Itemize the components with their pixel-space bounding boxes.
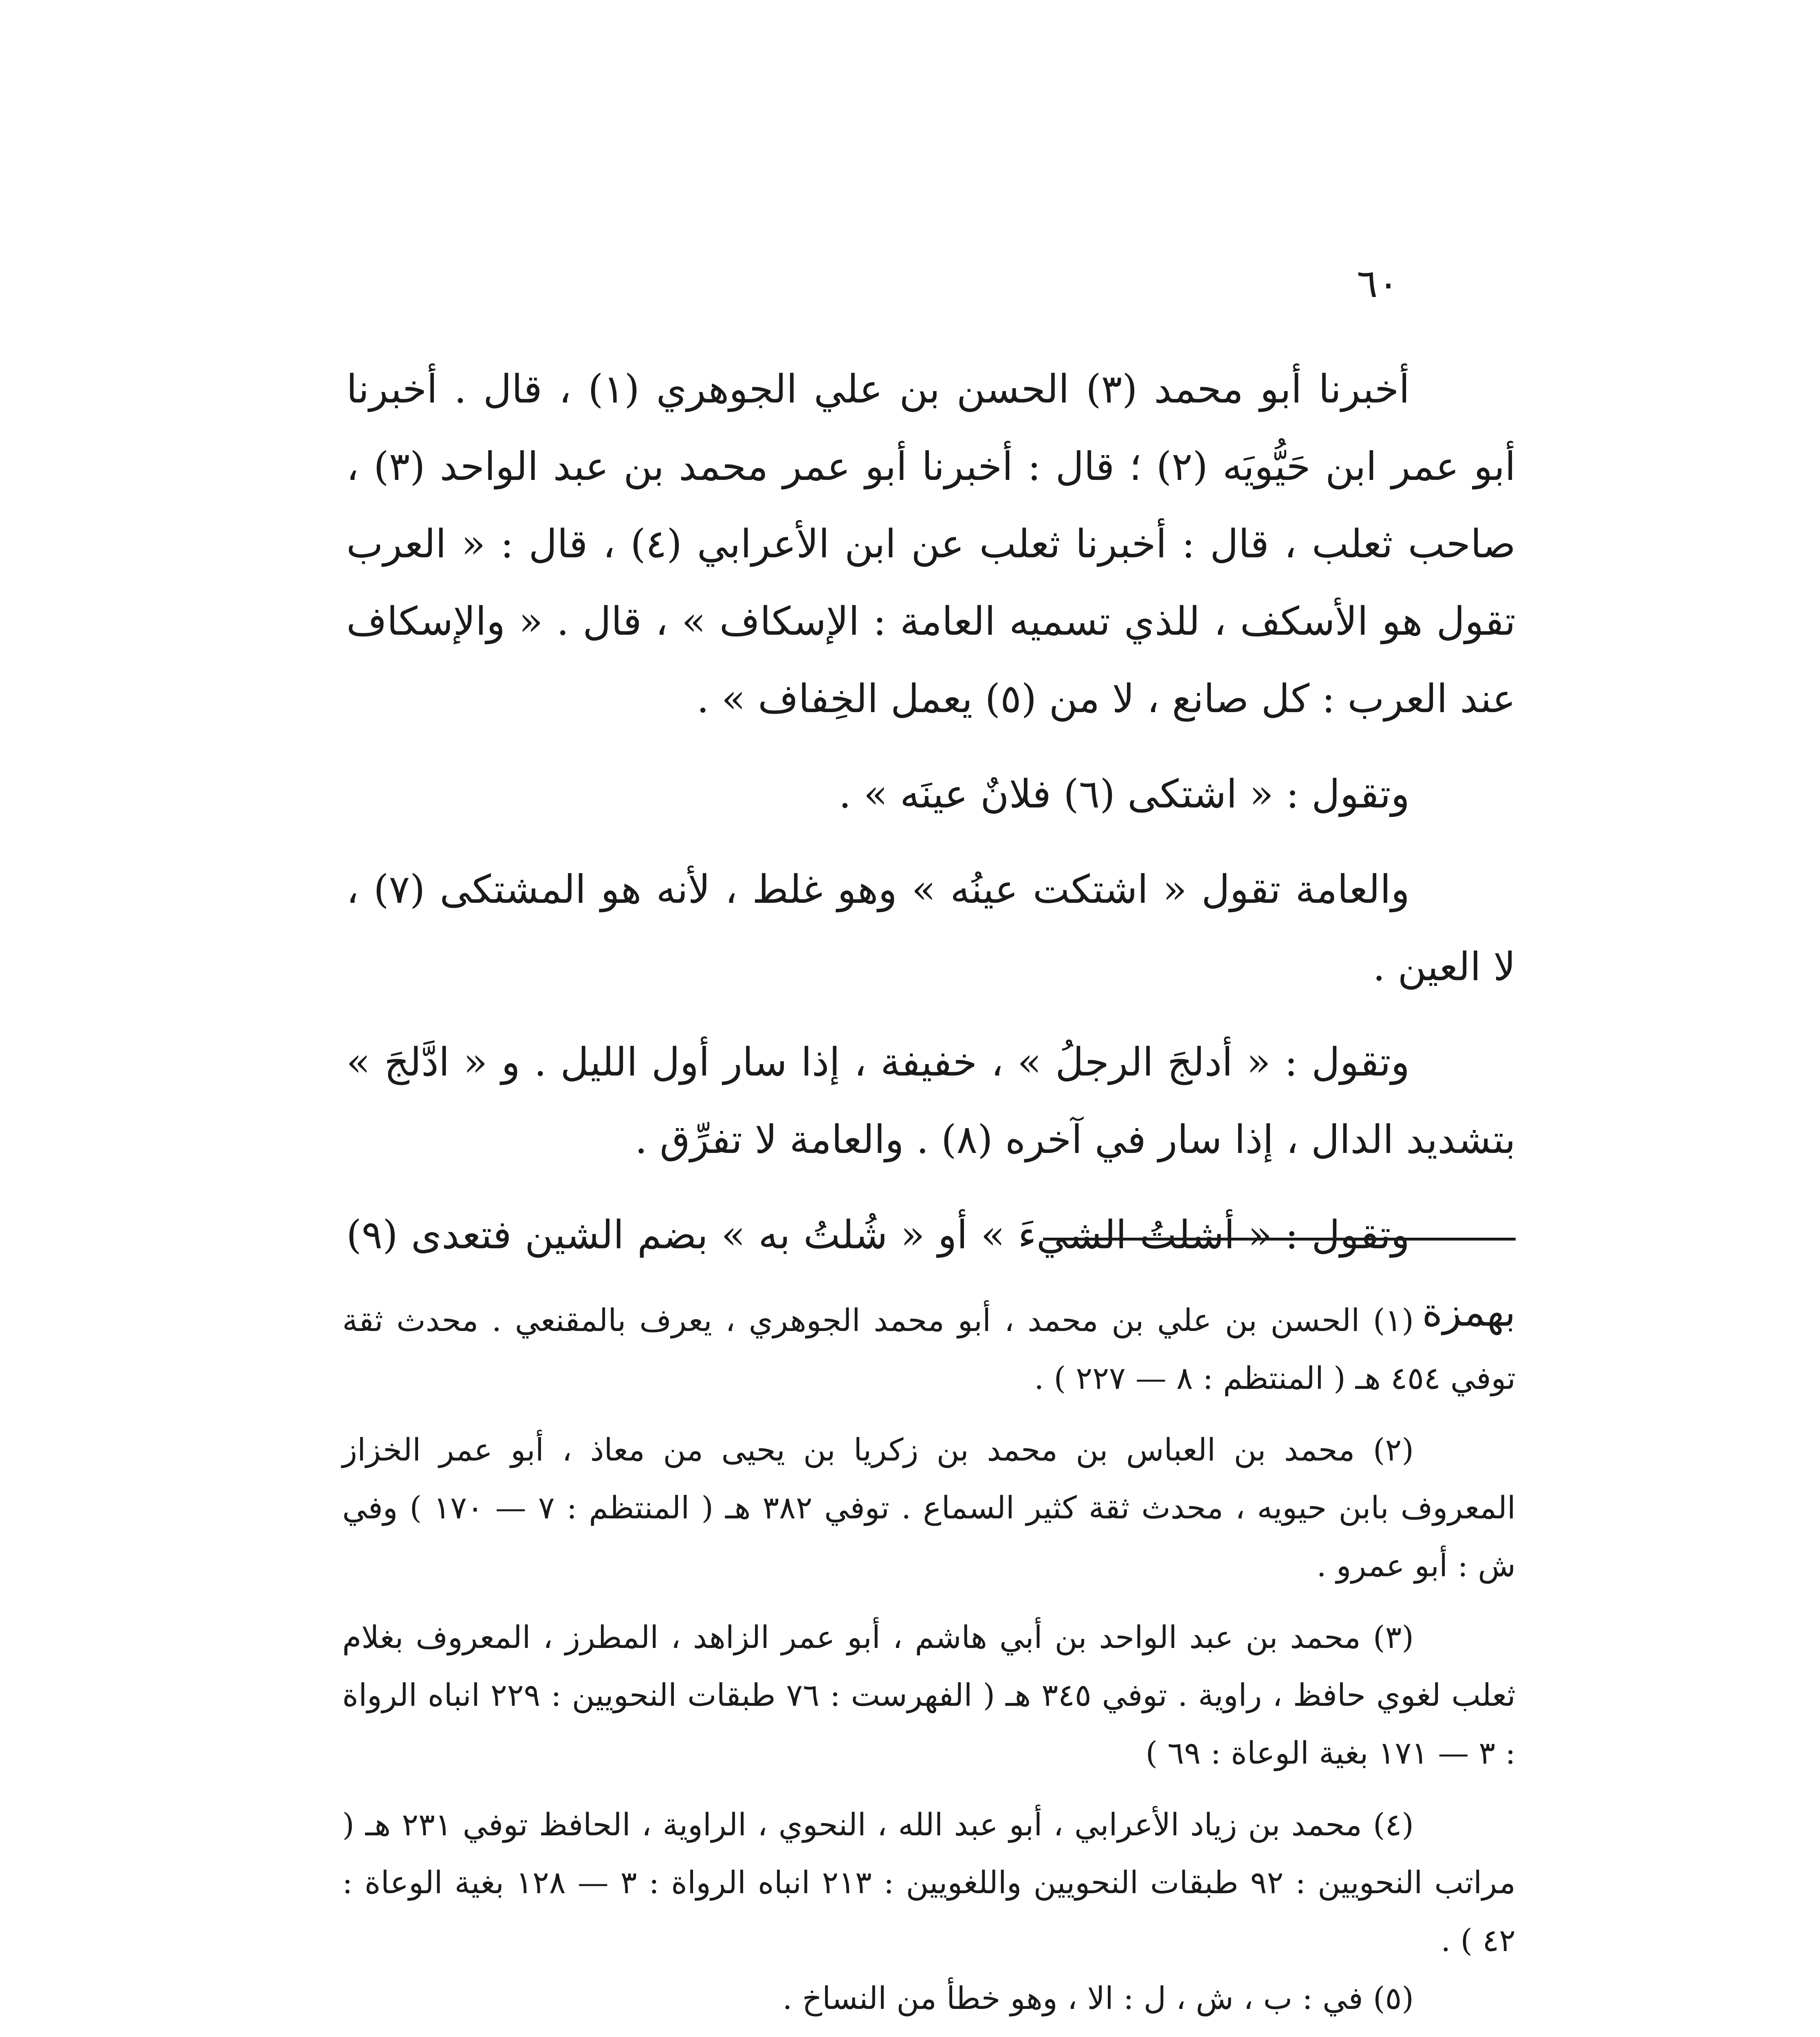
footnote-1: (١) الحسن بن علي بن محمد ، أبو محمد الجوهري ، يعرف بالمقنعي . محدث ثقة توفي ٤٥٤ هـ ( المنتظم : ٨ — ٢٢٧ ) .: [342, 1302, 1516, 1396]
footnotes: [342, 1291, 1516, 2037]
footnote-4: (٤) محمد بن زياد الأعرابي ، أبو عبد الله ، النحوي ، الراوية ، الحافظ توفي ٢٣١ هـ ( مراتب النحويين : ٩٢ طبقات النحويين واللغويين : ٢١٣ انباه الرواة : ٣ — ١٢٨ بغية الوعاة : ٤٢ ) .: [342, 1806, 1516, 1958]
footnote-3: (٣) محمد بن عبد الواحد بن أبي هاشم ، أبو عمر الزاهد ، المطرز ، المعروف بغلام ثعلب لغوي حافظ ، راوية . توفي ٣٤٥ هـ ( الفهرست : ٧٦ طبقات النحويين : ٢٢٩ انباه الرواة : ٣ — ١٧١ بغية الوعاة : ٦٩ ): [342, 1619, 1516, 1771]
footnote-6: [342, 2027, 1516, 2037]
paragraph-ishtaka: وتقول : « اشتكى (٦) فلانٌ عينَه » .: [838, 771, 1410, 817]
paragraph-isnad: أخبرنا أبو محمد (٣) الحسن بن علي الجوهري (١) ، قال . أخبرنا أبو عمر ابن حَيُّويَه (٢) ؛ قال : أخبرنا أبو عمر محمد بن عبد الواحد (٣) ، صاحب ثعلب ، قال : أخبرنا ثعلب عن ابن الأعرابي (٤) ، قال : « العرب تقول هو الأسكف ، للذي تسميه العامة : الإسكاف » ، قال . « والإسكاف عند العرب : كل صانع ، لا من (٥) يعمل الخِفاف » .: [346, 366, 1516, 722]
paragraph-adlaja: وتقول : « أدلجَ الرجلُ » ، خفيفة ، إذا سار أول الليل . و « ادَّلجَ » بتشديد الدال ، إذا سار في آخره (٨) . والعامة لا تفرِّق .: [346, 1039, 1516, 1162]
main-text: [346, 350, 1516, 1351]
paragraph-amma-ishtaka: والعامة تقول « اشتكت عينُه » وهو غلط ، لأنه هو المشتكى (٧) ، لا العين .: [346, 867, 1516, 990]
footnote-5: (٥) في : ب ، ش ، ل : الا ، وهو خطأ من النساخ .: [782, 1980, 1414, 2016]
page-number: ٦٠: [1357, 261, 1399, 306]
footnote-2: (٢) محمد بن العباس بن محمد بن زكريا بن يحيى من معاذ ، أبو عمر الخزاز المعروف بابن حيويه ، محدث ثقة كثير السماع . توفي ٣٨٢ هـ ( المنتظم : ٧ — ١٧٠ ) وفي ش : أبو عمرو .: [342, 1432, 1516, 1584]
paragraph-ashaltu: وتقول : « أشلتُ الشيءَ » أو « شُلتُ به » بضم الشين فتعدى (٩) بهمزة: [346, 1212, 1516, 1335]
footnote-separator: [1043, 1238, 1516, 1241]
